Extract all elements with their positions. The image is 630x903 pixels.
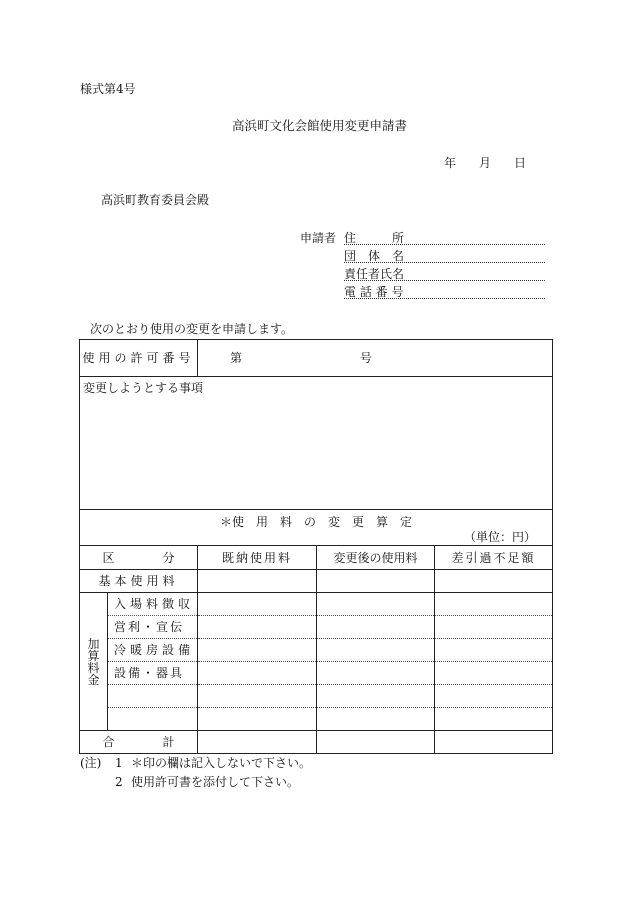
header-new-fee: 変更後の使用料: [317, 546, 435, 570]
additional-item-paid[interactable]: [198, 616, 317, 639]
header-difference: 差引過不足額: [435, 546, 553, 570]
permit-prefix: 第: [230, 351, 243, 365]
additional-char: 料: [87, 660, 100, 675]
change-items-row: [80, 377, 553, 510]
additional-row: [80, 685, 553, 708]
note-text: 使用許可書を添付して下さい。: [131, 775, 300, 789]
fee-heading-row: [80, 510, 553, 546]
fee-heading-cell: [80, 510, 553, 546]
header-category: 区 分: [80, 546, 198, 570]
additional-item-new[interactable]: [317, 685, 435, 708]
applicant-field-group: 団 体 名: [344, 249, 405, 263]
form-number: 様式第4号: [80, 82, 136, 96]
additional-item-diff[interactable]: [435, 593, 553, 616]
applicant-field-representative: 責任者氏名: [344, 267, 405, 281]
additional-item-paid[interactable]: [198, 708, 317, 731]
basic-fee-paid[interactable]: [198, 570, 317, 593]
additional-item-paid[interactable]: [198, 685, 317, 708]
applicant-line-group[interactable]: [344, 262, 545, 263]
fee-heading: ＊使 用 料 の 変 更 算 定: [220, 515, 413, 529]
date-day: 日: [514, 156, 527, 170]
additional-item-diff[interactable]: [435, 639, 553, 662]
basic-fee-new[interactable]: [317, 570, 435, 593]
additional-item-label: 冷暖房設備: [108, 639, 198, 662]
notes-label: (注): [80, 756, 102, 770]
intro-text: 次のとおり使用の変更を申請します。: [90, 322, 294, 336]
additional-item-new[interactable]: [317, 639, 435, 662]
additional-item-new[interactable]: [317, 593, 435, 616]
permit-number-label: 使用の許可番号: [80, 340, 198, 377]
additional-row: [80, 662, 553, 685]
basic-fee-diff[interactable]: [435, 570, 553, 593]
permit-suffix: 号: [359, 351, 372, 365]
permit-number-cell[interactable]: [198, 340, 553, 377]
additional-fee-label: [80, 593, 108, 731]
applicant-line-address[interactable]: [344, 244, 545, 245]
additional-char: 金: [87, 672, 100, 687]
additional-item-new[interactable]: [317, 708, 435, 731]
additional-row: [80, 639, 553, 662]
additional-item-label: 設備・器具: [108, 662, 198, 685]
additional-char: 算: [87, 648, 100, 663]
applicant-line-representative[interactable]: [344, 280, 545, 281]
basic-fee-label: 基本使用料: [80, 570, 198, 593]
total-new[interactable]: [317, 731, 435, 754]
additional-item-paid[interactable]: [198, 662, 317, 685]
additional-item-paid[interactable]: [198, 639, 317, 662]
change-application-table: [79, 339, 553, 754]
additional-row: [80, 708, 553, 731]
additional-item-diff[interactable]: [435, 685, 553, 708]
additional-item-diff[interactable]: [435, 708, 553, 731]
additional-item-label: 営利・宣伝: [108, 616, 198, 639]
additional-item-diff[interactable]: [435, 616, 553, 639]
additional-char: 加: [87, 636, 100, 651]
header-paid-fee: 既納使用料: [198, 546, 317, 570]
total-paid[interactable]: [198, 731, 317, 754]
note-number: 1: [115, 756, 123, 770]
permit-number-row: [80, 340, 553, 377]
applicant-line-phone[interactable]: [344, 298, 545, 299]
basic-fee-row: [80, 570, 553, 593]
change-items-label: 変更しようとする事項: [83, 381, 204, 395]
additional-row: [80, 616, 553, 639]
additional-item-label: 入場料徴収: [108, 593, 198, 616]
applicant-field-phone: 電 話 番 号: [344, 285, 404, 299]
additional-item-label[interactable]: [108, 708, 198, 731]
total-diff[interactable]: [435, 731, 553, 754]
change-items-cell[interactable]: [80, 377, 553, 510]
fee-header-row: [80, 546, 553, 570]
additional-row: [80, 593, 553, 616]
applicant-field-address: 住 所: [344, 231, 405, 245]
additional-item-new[interactable]: [317, 616, 435, 639]
note-text: ＊印の欄は記入しないで下さい。: [131, 756, 312, 770]
applicant-label: 申請者: [300, 231, 337, 245]
additional-item-diff[interactable]: [435, 662, 553, 685]
addressee: 高浜町教育委員会殿: [101, 193, 210, 207]
total-label: 合 計: [80, 731, 198, 754]
date-month: 月: [479, 156, 492, 170]
document-title: 高浜町文化会館使用変更申請書: [232, 118, 408, 133]
additional-item-label[interactable]: [108, 685, 198, 708]
fee-unit: （単位：円）: [464, 530, 537, 544]
date-year: 年: [444, 156, 457, 170]
additional-item-new[interactable]: [317, 662, 435, 685]
note-number: 2: [115, 775, 123, 789]
additional-item-paid[interactable]: [198, 593, 317, 616]
total-row: [80, 731, 553, 754]
